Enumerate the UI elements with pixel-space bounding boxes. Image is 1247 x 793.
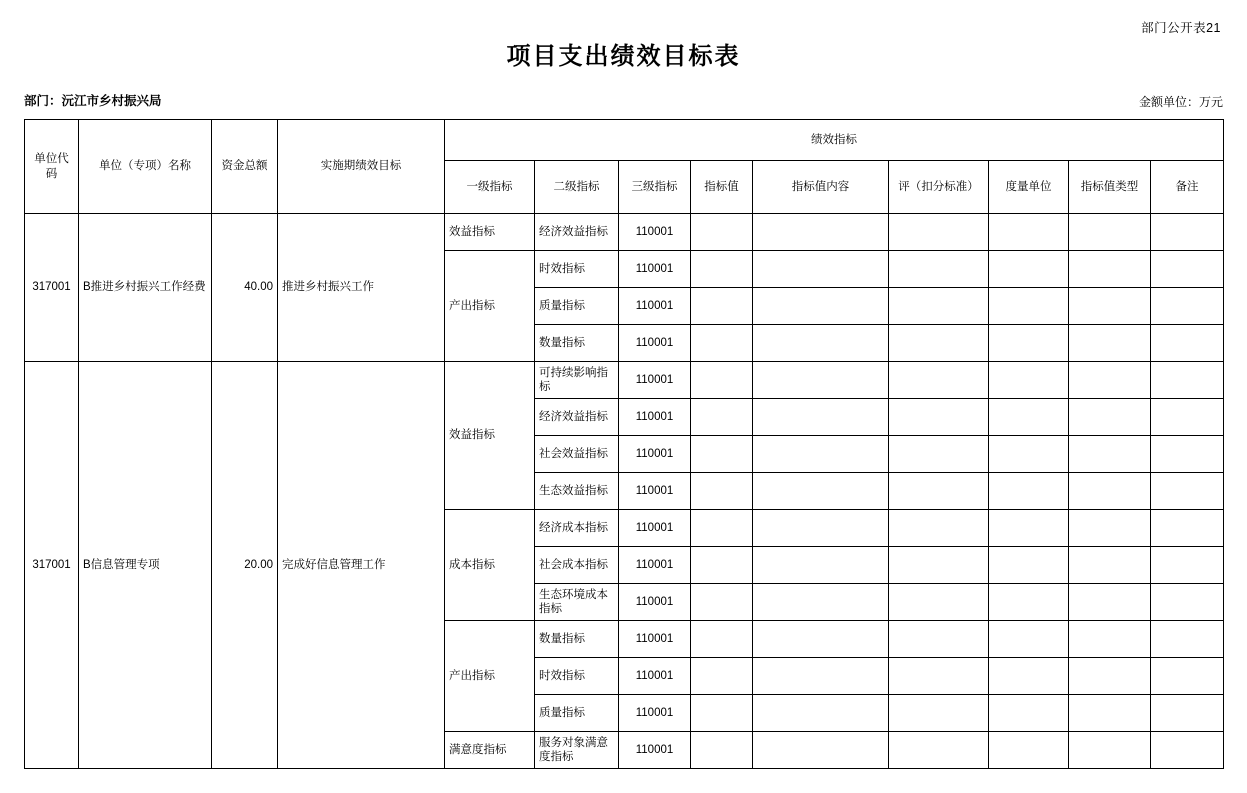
cell-remark <box>1151 621 1224 658</box>
cell-level3-indicator: 110001 <box>619 399 691 436</box>
cell-measure-unit <box>989 399 1069 436</box>
cell-target-value-content <box>753 362 889 399</box>
cell-remark <box>1151 732 1224 769</box>
cell-target-value-content <box>753 436 889 473</box>
cell-level3-indicator: 110001 <box>619 732 691 769</box>
cell-target-value-content <box>753 288 889 325</box>
cell-target-value-content <box>753 547 889 584</box>
cell-level2-indicator: 数量指标 <box>535 325 619 362</box>
cell-target-value-content <box>753 658 889 695</box>
cell-target-value-content <box>753 214 889 251</box>
cell-target-value <box>691 436 753 473</box>
cell-target-value-content <box>753 621 889 658</box>
cell-target-value <box>691 695 753 732</box>
cell-measure-unit <box>989 658 1069 695</box>
cell-value-type <box>1069 362 1151 399</box>
cell-remark <box>1151 399 1224 436</box>
header-total-funds: 资金总额 <box>212 120 278 214</box>
cell-level2-indicator: 生态环境成本指标 <box>535 584 619 621</box>
header-level1: 一级指标 <box>445 161 535 214</box>
cell-target-value <box>691 362 753 399</box>
cell-level3-indicator: 110001 <box>619 325 691 362</box>
cell-scoring-standard <box>889 288 989 325</box>
header-period-goal: 实施期绩效目标 <box>278 120 445 214</box>
cell-remark <box>1151 658 1224 695</box>
cell-target-value <box>691 510 753 547</box>
cell-remark <box>1151 473 1224 510</box>
cell-remark <box>1151 362 1224 399</box>
cell-level2-indicator: 服务对象满意度指标 <box>535 732 619 769</box>
performance-target-table <box>24 119 1224 769</box>
cell-target-value-content <box>753 325 889 362</box>
cell-remark <box>1151 251 1224 288</box>
cell-scoring-standard <box>889 399 989 436</box>
cell-level2-indicator: 生态效益指标 <box>535 473 619 510</box>
cell-value-type <box>1069 621 1151 658</box>
cell-total-funds: 20.00 <box>212 362 278 769</box>
form-number-note: 部门公开表21 <box>1141 21 1221 35</box>
cell-measure-unit <box>989 362 1069 399</box>
cell-target-value-content <box>753 399 889 436</box>
cell-measure-unit <box>989 325 1069 362</box>
cell-level3-indicator: 110001 <box>619 547 691 584</box>
header-unit-name: 单位（专项）名称 <box>79 120 212 214</box>
cell-remark <box>1151 288 1224 325</box>
cell-scoring-standard <box>889 362 989 399</box>
cell-scoring-standard <box>889 510 989 547</box>
cell-total-funds: 40.00 <box>212 214 278 362</box>
cell-target-value-content <box>753 695 889 732</box>
cell-scoring-standard <box>889 325 989 362</box>
cell-remark <box>1151 325 1224 362</box>
cell-level2-indicator: 经济效益指标 <box>535 399 619 436</box>
cell-measure-unit <box>989 695 1069 732</box>
cell-value-type <box>1069 251 1151 288</box>
cell-scoring-standard <box>889 695 989 732</box>
cell-scoring-standard <box>889 436 989 473</box>
cell-level3-indicator: 110001 <box>619 584 691 621</box>
cell-measure-unit <box>989 251 1069 288</box>
table-row <box>25 214 1224 251</box>
cell-level3-indicator: 110001 <box>619 251 691 288</box>
cell-value-type <box>1069 695 1151 732</box>
cell-unit-code: 317001 <box>25 362 79 769</box>
cell-value-type <box>1069 399 1151 436</box>
header-scoring-standard: 评（扣分标准） <box>889 161 989 214</box>
header-level2: 二级指标 <box>535 161 619 214</box>
cell-level2-indicator: 质量指标 <box>535 288 619 325</box>
cell-measure-unit <box>989 621 1069 658</box>
cell-level3-indicator: 110001 <box>619 621 691 658</box>
cell-value-type <box>1069 510 1151 547</box>
cell-level3-indicator: 110001 <box>619 473 691 510</box>
cell-target-value <box>691 732 753 769</box>
cell-measure-unit <box>989 436 1069 473</box>
cell-target-value <box>691 214 753 251</box>
cell-level3-indicator: 110001 <box>619 658 691 695</box>
header-value-type: 指标值类型 <box>1069 161 1151 214</box>
cell-scoring-standard <box>889 732 989 769</box>
cell-remark <box>1151 547 1224 584</box>
cell-scoring-standard <box>889 473 989 510</box>
cell-remark <box>1151 510 1224 547</box>
cell-target-value-content <box>753 251 889 288</box>
cell-unit-name: B信息管理专项 <box>79 362 212 769</box>
table-body <box>25 214 1224 769</box>
cell-value-type <box>1069 436 1151 473</box>
cell-level3-indicator: 110001 <box>619 436 691 473</box>
cell-level1-indicator: 效益指标 <box>445 362 535 510</box>
header-target-value-content: 指标值内容 <box>753 161 889 214</box>
cell-value-type <box>1069 584 1151 621</box>
cell-target-value <box>691 547 753 584</box>
cell-level3-indicator: 110001 <box>619 510 691 547</box>
cell-level3-indicator: 110001 <box>619 695 691 732</box>
header-performance-group: 绩效指标 <box>445 120 1224 161</box>
cell-level2-indicator: 经济效益指标 <box>535 214 619 251</box>
cell-remark <box>1151 214 1224 251</box>
cell-measure-unit <box>989 214 1069 251</box>
amount-unit-label: 金额单位：万元 <box>1138 95 1223 109</box>
cell-level1-indicator: 效益指标 <box>445 214 535 251</box>
header-measure-unit: 度量单位 <box>989 161 1069 214</box>
cell-level1-indicator: 产出指标 <box>445 621 535 732</box>
cell-target-value <box>691 621 753 658</box>
header-level3: 三级指标 <box>619 161 691 214</box>
cell-remark <box>1151 436 1224 473</box>
cell-level2-indicator: 社会效益指标 <box>535 436 619 473</box>
cell-scoring-standard <box>889 584 989 621</box>
table-header <box>25 120 1224 214</box>
cell-target-value-content <box>753 510 889 547</box>
cell-target-value-content <box>753 473 889 510</box>
table-row <box>25 362 1224 399</box>
cell-scoring-standard <box>889 547 989 584</box>
cell-measure-unit <box>989 732 1069 769</box>
cell-value-type <box>1069 288 1151 325</box>
cell-value-type <box>1069 547 1151 584</box>
cell-level2-indicator: 时效指标 <box>535 658 619 695</box>
cell-scoring-standard <box>889 214 989 251</box>
cell-scoring-standard <box>889 658 989 695</box>
cell-measure-unit <box>989 288 1069 325</box>
cell-measure-unit <box>989 510 1069 547</box>
header-unit-code: 单位代码 <box>25 120 79 214</box>
cell-target-value-content <box>753 732 889 769</box>
subheader <box>24 91 1223 113</box>
page-title: 项目支出绩效目标表 <box>506 41 741 70</box>
cell-level3-indicator: 110001 <box>619 362 691 399</box>
cell-target-value <box>691 584 753 621</box>
cell-measure-unit <box>989 473 1069 510</box>
cell-target-value <box>691 251 753 288</box>
cell-level3-indicator: 110001 <box>619 214 691 251</box>
cell-level2-indicator: 质量指标 <box>535 695 619 732</box>
cell-level2-indicator: 时效指标 <box>535 251 619 288</box>
cell-value-type <box>1069 473 1151 510</box>
cell-target-value <box>691 325 753 362</box>
cell-target-value-content <box>753 584 889 621</box>
cell-value-type <box>1069 658 1151 695</box>
cell-level2-indicator: 数量指标 <box>535 621 619 658</box>
cell-remark <box>1151 584 1224 621</box>
department-label: 部门：沅江市乡村振兴局 <box>24 94 162 108</box>
cell-measure-unit <box>989 547 1069 584</box>
cell-value-type <box>1069 214 1151 251</box>
cell-level1-indicator: 满意度指标 <box>445 732 535 769</box>
cell-target-value <box>691 658 753 695</box>
cell-level1-indicator: 产出指标 <box>445 251 535 362</box>
cell-remark <box>1151 695 1224 732</box>
header-target-value: 指标值 <box>691 161 753 214</box>
cell-period-goal: 完成好信息管理工作 <box>278 362 445 769</box>
cell-level2-indicator: 经济成本指标 <box>535 510 619 547</box>
cell-level2-indicator: 社会成本指标 <box>535 547 619 584</box>
cell-unit-name: B推进乡村振兴工作经费 <box>79 214 212 362</box>
cell-target-value <box>691 473 753 510</box>
cell-level3-indicator: 110001 <box>619 288 691 325</box>
cell-level2-indicator: 可持续影响指标 <box>535 362 619 399</box>
cell-value-type <box>1069 325 1151 362</box>
cell-target-value <box>691 288 753 325</box>
cell-measure-unit <box>989 584 1069 621</box>
cell-value-type <box>1069 732 1151 769</box>
cell-level1-indicator: 成本指标 <box>445 510 535 621</box>
header-remark: 备注 <box>1151 161 1224 214</box>
cell-unit-code: 317001 <box>25 214 79 362</box>
cell-scoring-standard <box>889 251 989 288</box>
cell-scoring-standard <box>889 621 989 658</box>
cell-period-goal: 推进乡村振兴工作 <box>278 214 445 362</box>
cell-target-value <box>691 399 753 436</box>
